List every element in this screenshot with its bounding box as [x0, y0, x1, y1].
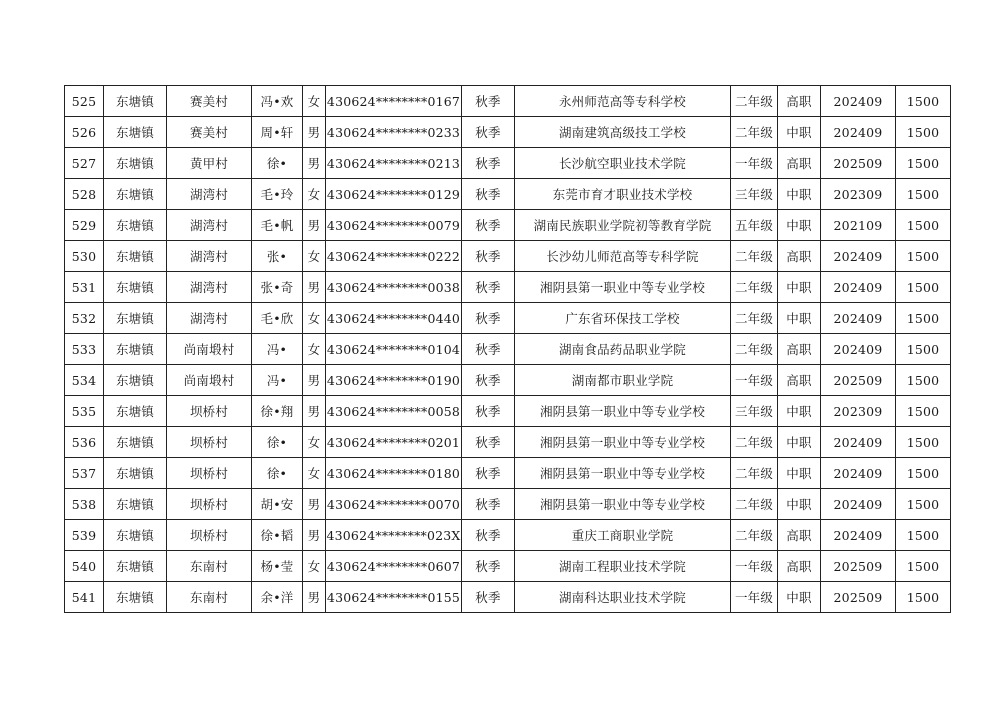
id-number-cell: 430624********023X	[326, 520, 462, 551]
term-cell: 秋季	[462, 117, 515, 148]
student-name-cell: 毛•帆	[252, 210, 303, 241]
enroll-date-cell: 202309	[821, 179, 896, 210]
student-name-cell: 毛•欣	[252, 303, 303, 334]
grade-cell: 二年级	[731, 489, 778, 520]
school-cell: 湘阴县第一职业中等专业学校	[515, 427, 731, 458]
level-cell: 中职	[778, 427, 821, 458]
amount-cell: 1500	[896, 458, 951, 489]
enroll-date-cell: 202509	[821, 148, 896, 179]
student-name-cell: 周•轩	[252, 117, 303, 148]
enroll-date-cell: 202409	[821, 303, 896, 334]
amount-cell: 1500	[896, 303, 951, 334]
term-cell: 秋季	[462, 582, 515, 613]
term-cell: 秋季	[462, 303, 515, 334]
term-cell: 秋季	[462, 365, 515, 396]
amount-cell: 1500	[896, 334, 951, 365]
term-cell: 秋季	[462, 458, 515, 489]
village-cell: 湖湾村	[167, 210, 252, 241]
id-number-cell: 430624********0167	[326, 86, 462, 117]
student-name-cell: 张•奇	[252, 272, 303, 303]
gender-cell: 男	[303, 117, 326, 148]
gender-cell: 男	[303, 272, 326, 303]
row-number: 530	[65, 241, 104, 272]
grade-cell: 二年级	[731, 427, 778, 458]
school-cell: 东莞市育才职业技术学校	[515, 179, 731, 210]
id-number-cell: 430624********0440	[326, 303, 462, 334]
id-number-cell: 430624********0190	[326, 365, 462, 396]
roster-table-body	[65, 86, 951, 613]
id-number-cell: 430624********0038	[326, 272, 462, 303]
gender-cell: 女	[303, 303, 326, 334]
grade-cell: 三年级	[731, 396, 778, 427]
level-cell: 中职	[778, 272, 821, 303]
row-number: 527	[65, 148, 104, 179]
gender-cell: 男	[303, 396, 326, 427]
row-number: 532	[65, 303, 104, 334]
village-cell: 湖湾村	[167, 179, 252, 210]
village-cell: 坝桥村	[167, 427, 252, 458]
amount-cell: 1500	[896, 148, 951, 179]
grade-cell: 一年级	[731, 148, 778, 179]
table-row	[65, 210, 951, 241]
id-number-cell: 430624********0079	[326, 210, 462, 241]
student-name-cell: 张•	[252, 241, 303, 272]
level-cell: 高职	[778, 551, 821, 582]
gender-cell: 男	[303, 489, 326, 520]
grade-cell: 二年级	[731, 520, 778, 551]
school-cell: 湖南食品药品职业学院	[515, 334, 731, 365]
term-cell: 秋季	[462, 179, 515, 210]
row-number: 536	[65, 427, 104, 458]
row-number: 525	[65, 86, 104, 117]
town-cell: 东塘镇	[104, 210, 167, 241]
gender-cell: 女	[303, 458, 326, 489]
town-cell: 东塘镇	[104, 303, 167, 334]
town-cell: 东塘镇	[104, 489, 167, 520]
grade-cell: 一年级	[731, 582, 778, 613]
gender-cell: 男	[303, 148, 326, 179]
school-cell: 湖南民族职业学院初等教育学院	[515, 210, 731, 241]
town-cell: 东塘镇	[104, 117, 167, 148]
school-cell: 重庆工商职业学院	[515, 520, 731, 551]
id-number-cell: 430624********0155	[326, 582, 462, 613]
village-cell: 尚南塅村	[167, 365, 252, 396]
level-cell: 中职	[778, 303, 821, 334]
student-name-cell: 冯•	[252, 365, 303, 396]
row-number: 528	[65, 179, 104, 210]
enroll-date-cell: 202509	[821, 551, 896, 582]
village-cell: 东南村	[167, 582, 252, 613]
gender-cell: 男	[303, 582, 326, 613]
student-name-cell: 徐•	[252, 148, 303, 179]
table-row	[65, 179, 951, 210]
amount-cell: 1500	[896, 489, 951, 520]
level-cell: 高职	[778, 365, 821, 396]
table-row	[65, 582, 951, 613]
table-row	[65, 86, 951, 117]
table-row	[65, 365, 951, 396]
town-cell: 东塘镇	[104, 86, 167, 117]
grade-cell: 二年级	[731, 241, 778, 272]
row-number: 529	[65, 210, 104, 241]
id-number-cell: 430624********0180	[326, 458, 462, 489]
grade-cell: 二年级	[731, 334, 778, 365]
village-cell: 湖湾村	[167, 272, 252, 303]
id-number-cell: 430624********0222	[326, 241, 462, 272]
school-cell: 长沙幼儿师范高等专科学院	[515, 241, 731, 272]
town-cell: 东塘镇	[104, 396, 167, 427]
level-cell: 高职	[778, 334, 821, 365]
village-cell: 坝桥村	[167, 489, 252, 520]
gender-cell: 女	[303, 551, 326, 582]
student-name-cell: 冯•	[252, 334, 303, 365]
level-cell: 高职	[778, 86, 821, 117]
row-number: 531	[65, 272, 104, 303]
enroll-date-cell: 202409	[821, 427, 896, 458]
student-name-cell: 胡•安	[252, 489, 303, 520]
enroll-date-cell: 202409	[821, 241, 896, 272]
school-cell: 永州师范高等专科学校	[515, 86, 731, 117]
table-row	[65, 520, 951, 551]
id-number-cell: 430624********0607	[326, 551, 462, 582]
id-number-cell: 430624********0233	[326, 117, 462, 148]
row-number: 538	[65, 489, 104, 520]
school-cell: 湘阴县第一职业中等专业学校	[515, 396, 731, 427]
village-cell: 赛美村	[167, 86, 252, 117]
town-cell: 东塘镇	[104, 582, 167, 613]
row-number: 534	[65, 365, 104, 396]
amount-cell: 1500	[896, 241, 951, 272]
enroll-date-cell: 202409	[821, 458, 896, 489]
gender-cell: 女	[303, 179, 326, 210]
amount-cell: 1500	[896, 551, 951, 582]
student-name-cell: 毛•玲	[252, 179, 303, 210]
gender-cell: 男	[303, 520, 326, 551]
table-row	[65, 334, 951, 365]
amount-cell: 1500	[896, 427, 951, 458]
amount-cell: 1500	[896, 582, 951, 613]
amount-cell: 1500	[896, 179, 951, 210]
term-cell: 秋季	[462, 210, 515, 241]
town-cell: 东塘镇	[104, 427, 167, 458]
enroll-date-cell: 202109	[821, 210, 896, 241]
village-cell: 坝桥村	[167, 520, 252, 551]
student-name-cell: 冯•欢	[252, 86, 303, 117]
id-number-cell: 430624********0104	[326, 334, 462, 365]
term-cell: 秋季	[462, 241, 515, 272]
amount-cell: 1500	[896, 210, 951, 241]
row-number: 541	[65, 582, 104, 613]
level-cell: 高职	[778, 148, 821, 179]
term-cell: 秋季	[462, 86, 515, 117]
school-cell: 湘阴县第一职业中等专业学校	[515, 458, 731, 489]
grade-cell: 一年级	[731, 365, 778, 396]
table-row	[65, 117, 951, 148]
term-cell: 秋季	[462, 489, 515, 520]
gender-cell: 女	[303, 86, 326, 117]
level-cell: 中职	[778, 458, 821, 489]
term-cell: 秋季	[462, 148, 515, 179]
school-cell: 湖南建筑高级技工学校	[515, 117, 731, 148]
town-cell: 东塘镇	[104, 272, 167, 303]
student-name-cell: 杨•莹	[252, 551, 303, 582]
town-cell: 东塘镇	[104, 365, 167, 396]
row-number: 533	[65, 334, 104, 365]
grade-cell: 一年级	[731, 551, 778, 582]
student-name-cell: 徐•翔	[252, 396, 303, 427]
enroll-date-cell: 202509	[821, 582, 896, 613]
school-cell: 湘阴县第一职业中等专业学校	[515, 272, 731, 303]
town-cell: 东塘镇	[104, 148, 167, 179]
table-row	[65, 551, 951, 582]
table-row	[65, 489, 951, 520]
town-cell: 东塘镇	[104, 179, 167, 210]
id-number-cell: 430624********0213	[326, 148, 462, 179]
table-row	[65, 396, 951, 427]
amount-cell: 1500	[896, 396, 951, 427]
term-cell: 秋季	[462, 334, 515, 365]
amount-cell: 1500	[896, 272, 951, 303]
school-cell: 湖南科达职业技术学院	[515, 582, 731, 613]
village-cell: 尚南塅村	[167, 334, 252, 365]
term-cell: 秋季	[462, 551, 515, 582]
table-row	[65, 148, 951, 179]
id-number-cell: 430624********0201	[326, 427, 462, 458]
grade-cell: 二年级	[731, 303, 778, 334]
level-cell: 中职	[778, 396, 821, 427]
level-cell: 中职	[778, 489, 821, 520]
amount-cell: 1500	[896, 86, 951, 117]
level-cell: 中职	[778, 179, 821, 210]
school-cell: 长沙航空职业技术学院	[515, 148, 731, 179]
grade-cell: 五年级	[731, 210, 778, 241]
student-name-cell: 余•洋	[252, 582, 303, 613]
row-number: 540	[65, 551, 104, 582]
table-row	[65, 303, 951, 334]
subsidy-roster-table	[64, 85, 951, 613]
id-number-cell: 430624********0129	[326, 179, 462, 210]
village-cell: 湖湾村	[167, 241, 252, 272]
term-cell: 秋季	[462, 272, 515, 303]
town-cell: 东塘镇	[104, 520, 167, 551]
grade-cell: 三年级	[731, 179, 778, 210]
school-cell: 湘阴县第一职业中等专业学校	[515, 489, 731, 520]
town-cell: 东塘镇	[104, 241, 167, 272]
village-cell: 东南村	[167, 551, 252, 582]
level-cell: 中职	[778, 582, 821, 613]
town-cell: 东塘镇	[104, 551, 167, 582]
level-cell: 高职	[778, 241, 821, 272]
grade-cell: 二年级	[731, 86, 778, 117]
level-cell: 高职	[778, 520, 821, 551]
term-cell: 秋季	[462, 396, 515, 427]
table-row	[65, 427, 951, 458]
grade-cell: 二年级	[731, 272, 778, 303]
student-name-cell: 徐•	[252, 458, 303, 489]
village-cell: 坝桥村	[167, 458, 252, 489]
village-cell: 湖湾村	[167, 303, 252, 334]
student-name-cell: 徐•韬	[252, 520, 303, 551]
amount-cell: 1500	[896, 117, 951, 148]
gender-cell: 女	[303, 334, 326, 365]
enroll-date-cell: 202409	[821, 272, 896, 303]
school-cell: 湖南都市职业学院	[515, 365, 731, 396]
row-number: 535	[65, 396, 104, 427]
grade-cell: 二年级	[731, 458, 778, 489]
amount-cell: 1500	[896, 520, 951, 551]
amount-cell: 1500	[896, 365, 951, 396]
id-number-cell: 430624********0058	[326, 396, 462, 427]
table-row	[65, 458, 951, 489]
row-number: 537	[65, 458, 104, 489]
student-name-cell: 徐•	[252, 427, 303, 458]
school-cell: 广东省环保技工学校	[515, 303, 731, 334]
village-cell: 赛美村	[167, 117, 252, 148]
grade-cell: 二年级	[731, 117, 778, 148]
gender-cell: 男	[303, 365, 326, 396]
term-cell: 秋季	[462, 427, 515, 458]
enroll-date-cell: 202409	[821, 86, 896, 117]
town-cell: 东塘镇	[104, 458, 167, 489]
enroll-date-cell: 202409	[821, 520, 896, 551]
gender-cell: 男	[303, 210, 326, 241]
row-number: 539	[65, 520, 104, 551]
level-cell: 中职	[778, 117, 821, 148]
enroll-date-cell: 202409	[821, 489, 896, 520]
enroll-date-cell: 202409	[821, 334, 896, 365]
id-number-cell: 430624********0070	[326, 489, 462, 520]
town-cell: 东塘镇	[104, 334, 167, 365]
gender-cell: 女	[303, 427, 326, 458]
village-cell: 坝桥村	[167, 396, 252, 427]
school-cell: 湖南工程职业技术学院	[515, 551, 731, 582]
enroll-date-cell: 202309	[821, 396, 896, 427]
row-number: 526	[65, 117, 104, 148]
enroll-date-cell: 202509	[821, 365, 896, 396]
term-cell: 秋季	[462, 520, 515, 551]
enroll-date-cell: 202409	[821, 117, 896, 148]
level-cell: 中职	[778, 210, 821, 241]
gender-cell: 女	[303, 241, 326, 272]
table-row	[65, 241, 951, 272]
village-cell: 黄甲村	[167, 148, 252, 179]
table-row	[65, 272, 951, 303]
